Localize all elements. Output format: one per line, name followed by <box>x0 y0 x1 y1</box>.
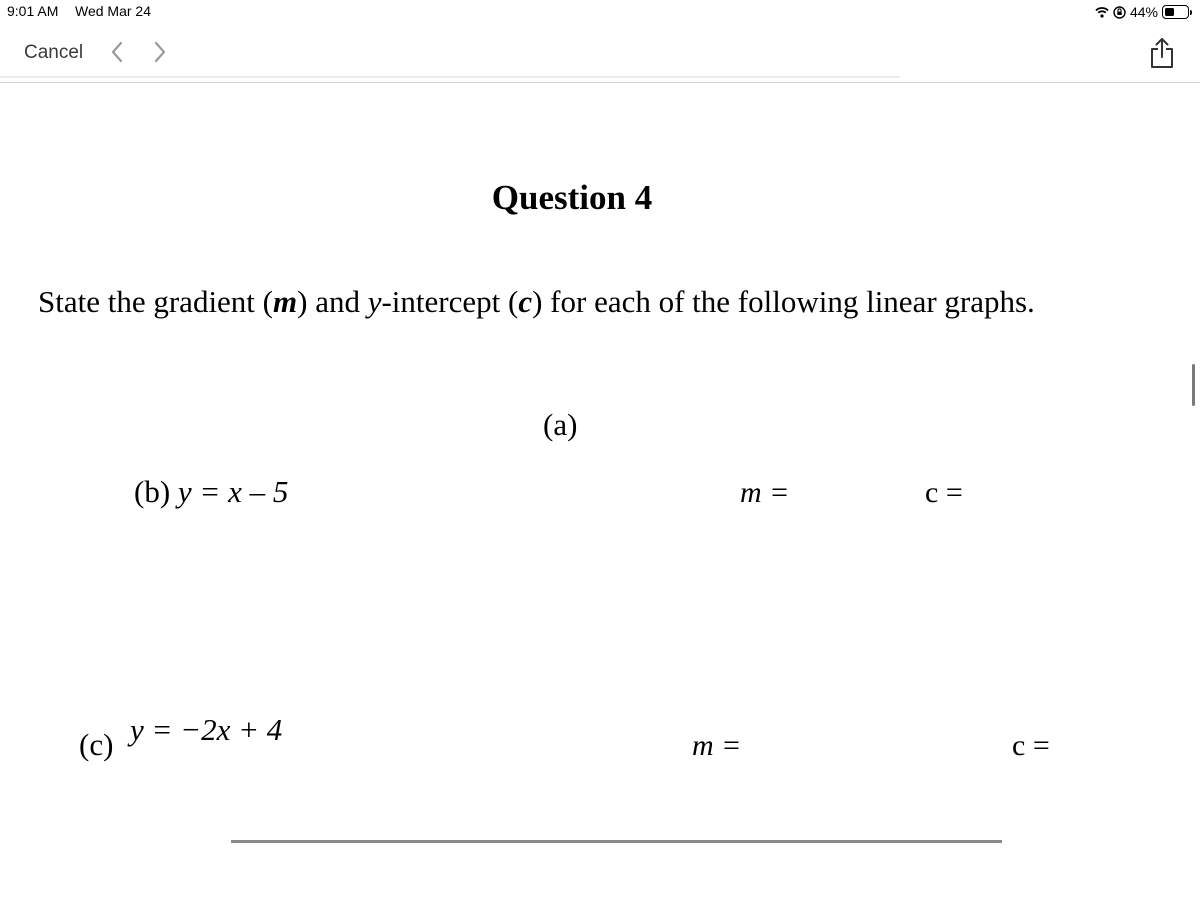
part-b-equation: y = x – 5 <box>177 474 289 509</box>
part-c-equation: y = −2x + 4 <box>130 712 283 747</box>
horizontal-rule <box>231 840 1002 843</box>
cancel-button[interactable]: Cancel <box>24 42 84 63</box>
toolbar-shadow <box>0 76 900 78</box>
part-a-label: (a) <box>543 407 578 442</box>
instruction-text-4: ) for each of the following linear graphs. <box>532 284 1035 319</box>
status-bar <box>0 0 1200 24</box>
battery-icon <box>1162 5 1189 19</box>
instruction-text-3: -intercept ( <box>381 284 519 319</box>
gradient-symbol: m <box>273 284 298 319</box>
battery-level <box>1165 8 1174 16</box>
instruction-text-2: ) and <box>297 284 368 319</box>
battery-percent: 44% <box>1129 4 1158 20</box>
instruction-text-1: State the gradient ( <box>38 284 273 319</box>
question-instruction <box>38 284 1035 320</box>
status-date: Wed Mar 24 <box>75 3 151 19</box>
chevron-right-icon[interactable] <box>149 38 171 66</box>
toolbar-divider <box>0 82 1200 83</box>
question-title: Question 4 <box>491 178 653 217</box>
part-b-question <box>134 474 288 510</box>
part-c-c-prompt: c = <box>1012 729 1050 762</box>
chevron-left-icon[interactable] <box>106 38 128 66</box>
part-c-label: (c) <box>79 727 114 762</box>
scroll-indicator[interactable] <box>1192 364 1195 406</box>
intercept-symbol: c <box>518 284 533 319</box>
wifi-icon <box>1095 6 1109 18</box>
orientation-lock-icon <box>1113 6 1126 19</box>
y-symbol: y <box>367 284 382 319</box>
part-b-m-prompt: m = <box>740 476 790 509</box>
status-indicators <box>1095 3 1192 21</box>
share-icon[interactable] <box>1149 36 1175 70</box>
part-c-m-prompt: m = <box>692 729 742 762</box>
part-b-c-prompt: c = <box>925 476 963 509</box>
battery-nub <box>1190 10 1192 15</box>
document-page <box>0 84 1200 901</box>
viewer-toolbar <box>0 28 1200 80</box>
status-time: 9:01 AM <box>7 3 59 19</box>
part-b-label: (b) <box>134 474 171 509</box>
